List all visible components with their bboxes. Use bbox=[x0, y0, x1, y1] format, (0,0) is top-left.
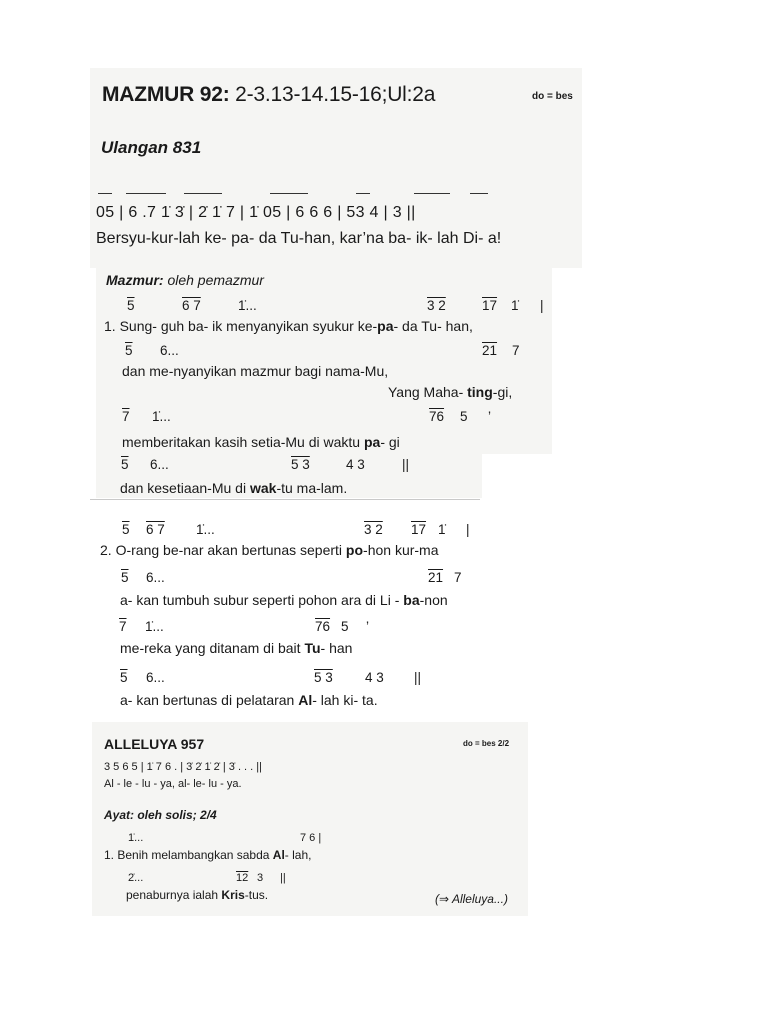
alleluia-accent: Al bbox=[272, 848, 285, 862]
v1-note: ’ bbox=[488, 409, 491, 424]
v2-lyric: a- kan tumbuh subur seperti pohon ara di Li - bbox=[120, 592, 404, 608]
alleluia-note: || bbox=[280, 872, 286, 884]
v1-note: 5 bbox=[127, 298, 135, 313]
psalm-key: do = bes bbox=[532, 91, 573, 102]
v1-note: 1̇ bbox=[511, 298, 519, 313]
v2-note: 5 bbox=[341, 619, 349, 634]
alleluia-lyrics: Al - le - lu - ya, al- le- lu - ya. bbox=[104, 778, 242, 790]
alleluia-verse-line-2 bbox=[126, 888, 268, 902]
v1-note: || bbox=[402, 457, 410, 472]
v2-lyric: -hon kur-ma bbox=[363, 542, 439, 558]
v1-lyric-line-5 bbox=[120, 480, 347, 496]
psalm-title bbox=[102, 83, 435, 107]
alleluia-note: 1̇... bbox=[128, 832, 144, 844]
v1-accent: ting bbox=[467, 384, 493, 400]
alleluia-note: 3 bbox=[257, 872, 264, 884]
v1-note: 3 2 bbox=[427, 298, 446, 313]
v1-lyric: - da Tu- han, bbox=[393, 318, 473, 334]
v1-note: 21 bbox=[482, 343, 498, 358]
refrain-overline-marks-5 bbox=[356, 193, 370, 194]
v2-accent: ba bbox=[403, 592, 420, 608]
alleluia-lyric: penaburnya ialah bbox=[126, 888, 222, 902]
alleluia-lyric: 1. Benih melambangkan sabda bbox=[104, 848, 273, 862]
v2-note: 76 bbox=[315, 619, 331, 634]
v2-note: 1̇... bbox=[145, 619, 164, 634]
v1-accent: pa bbox=[364, 434, 381, 450]
alleluia-note: 2̇... bbox=[128, 872, 144, 884]
v1-note: 7 bbox=[512, 343, 520, 358]
v1-note: 76 bbox=[429, 409, 445, 424]
psalm-title-ref: 2-3.13-14.15-16;Ul:2a bbox=[235, 83, 436, 106]
psalm-title-bold: MAZMUR 92: bbox=[102, 83, 230, 106]
refrain-notes: 05 | 6 .7 1̇ 3̇ | 2̇ 1̇ 7 | 1̇ 05 | 6 6 6 | 53 4 | 3 || bbox=[96, 204, 416, 221]
v1-lyric-line-2: dan me-nyanyikan mazmur bagi nama-Mu, bbox=[122, 363, 389, 379]
alleluia-verse-heading: Ayat: oleh solis; 2/4 bbox=[104, 808, 217, 822]
v2-note: 21 bbox=[428, 570, 444, 585]
refrain-lyrics: Bersyu-kur-lah ke- pa- da Tu-han, kar’na ba- ik- lah Di- a! bbox=[96, 230, 502, 247]
alleluia-crossref: (⇒ Alleluya...) bbox=[435, 892, 508, 906]
v1-lyric: 1. Sung- guh ba- ik menyanyikan syukur ke- bbox=[104, 318, 378, 334]
alleluia-verse-line-1 bbox=[104, 848, 311, 862]
v1-note: 6 7 bbox=[182, 298, 201, 313]
refrain-overline-marks-7 bbox=[470, 193, 488, 194]
v2-note: 6... bbox=[146, 670, 165, 685]
v2-lyric: - han bbox=[320, 640, 353, 656]
alleluia-lyric: - lah, bbox=[284, 848, 312, 862]
alleluia-notes: 3 5 6 5 | 1̇ 7 6 . | 3̇ 2̇ 1̇ 2̇ | 3̇ . . . || bbox=[104, 761, 262, 773]
alleluia-key: do = bes 2/2 bbox=[463, 739, 510, 748]
refrain-overline-marks-4 bbox=[270, 193, 308, 194]
v1-note: 1̇... bbox=[152, 409, 171, 424]
v1-lyric-line-1 bbox=[104, 318, 473, 334]
v2-note: 5 3 bbox=[314, 670, 333, 685]
verse-header bbox=[106, 272, 264, 288]
v1-note: 5 bbox=[460, 409, 468, 424]
v2-accent: Al bbox=[298, 692, 313, 708]
v1-note: 1̇... bbox=[238, 298, 257, 313]
v2-lyric-line-4 bbox=[120, 692, 378, 708]
refrain-overline-marks-2 bbox=[126, 193, 166, 194]
v2-lyric: a- kan bertunas di pelataran bbox=[120, 692, 299, 708]
v1-accent: wak bbox=[249, 480, 277, 496]
v2-note: ’ bbox=[366, 619, 369, 634]
alleluia-accent: Kris bbox=[221, 888, 245, 902]
verse1-panel-right bbox=[404, 268, 552, 454]
v2-lyric: 2. O-rang be-nar akan bertunas seperti bbox=[100, 542, 346, 558]
section-divider bbox=[90, 499, 480, 500]
v1-lyric-line-3 bbox=[388, 384, 512, 400]
v2-lyric: -non bbox=[419, 592, 448, 608]
v2-note: 7 bbox=[119, 619, 127, 634]
v1-lyric-line-4 bbox=[122, 434, 400, 450]
v2-lyric-line-3 bbox=[120, 640, 352, 656]
v2-lyric-line-1 bbox=[100, 542, 439, 558]
v1-note: 5 bbox=[125, 343, 133, 358]
v2-note: 1̇ bbox=[438, 522, 446, 537]
v1-note: 5 3 bbox=[291, 457, 310, 472]
v1-accent: pa bbox=[377, 318, 394, 334]
v2-note: 5 bbox=[121, 570, 129, 585]
v1-lyric: memberitakan kasih setia-Mu di waktu bbox=[122, 434, 364, 450]
v2-note: 17 bbox=[411, 522, 427, 537]
v2-note: 5 bbox=[122, 522, 130, 537]
verse-header-bold: Mazmur: bbox=[106, 272, 164, 288]
v2-note: 4 3 bbox=[365, 670, 384, 685]
v2-accent: Tu bbox=[304, 640, 321, 656]
v2-note: 7 bbox=[454, 570, 462, 585]
v1-note: 4 3 bbox=[346, 457, 365, 472]
v1-lyric: Yang Maha- bbox=[388, 384, 468, 400]
refrain-overline-marks-3 bbox=[184, 193, 222, 194]
refrain-heading: Ulangan 831 bbox=[101, 138, 202, 157]
v2-note: 5 bbox=[120, 670, 128, 685]
v1-note: 6... bbox=[160, 343, 179, 358]
verse-header-rest: oleh pemazmur bbox=[163, 272, 264, 288]
v2-note: 1̇... bbox=[196, 522, 215, 537]
v1-note: | bbox=[540, 298, 544, 313]
v2-note: 6... bbox=[146, 570, 165, 585]
v1-note: 7 bbox=[122, 409, 130, 424]
alleluia-note: 12 bbox=[236, 872, 249, 884]
v2-note: 3 2 bbox=[364, 522, 383, 537]
v1-note: 6... bbox=[150, 457, 169, 472]
v2-lyric: - lah ki- ta. bbox=[312, 692, 378, 708]
v1-lyric: -tu ma-lam. bbox=[276, 480, 348, 496]
v1-lyric: dan kesetiaan-Mu di bbox=[120, 480, 250, 496]
v2-lyric-line-2 bbox=[120, 592, 448, 608]
v2-note: 6 7 bbox=[146, 522, 165, 537]
refrain-overline-marks bbox=[98, 193, 112, 194]
v1-lyric: - gi bbox=[380, 434, 400, 450]
v1-lyric: -gi, bbox=[492, 384, 513, 400]
v1-note: 5 bbox=[121, 457, 129, 472]
alleluia-note: 7 6 | bbox=[300, 832, 322, 844]
v2-accent: po bbox=[345, 542, 364, 558]
v2-note: | bbox=[466, 522, 470, 537]
v2-lyric: me-reka yang ditanam di bait bbox=[120, 640, 305, 656]
alleluia-title: ALLELUYA 957 bbox=[104, 736, 205, 752]
v2-note: || bbox=[414, 670, 422, 685]
v1-note: 17 bbox=[482, 298, 498, 313]
alleluia-lyric: -tus. bbox=[244, 888, 269, 902]
refrain-overline-marks-6 bbox=[414, 193, 450, 194]
